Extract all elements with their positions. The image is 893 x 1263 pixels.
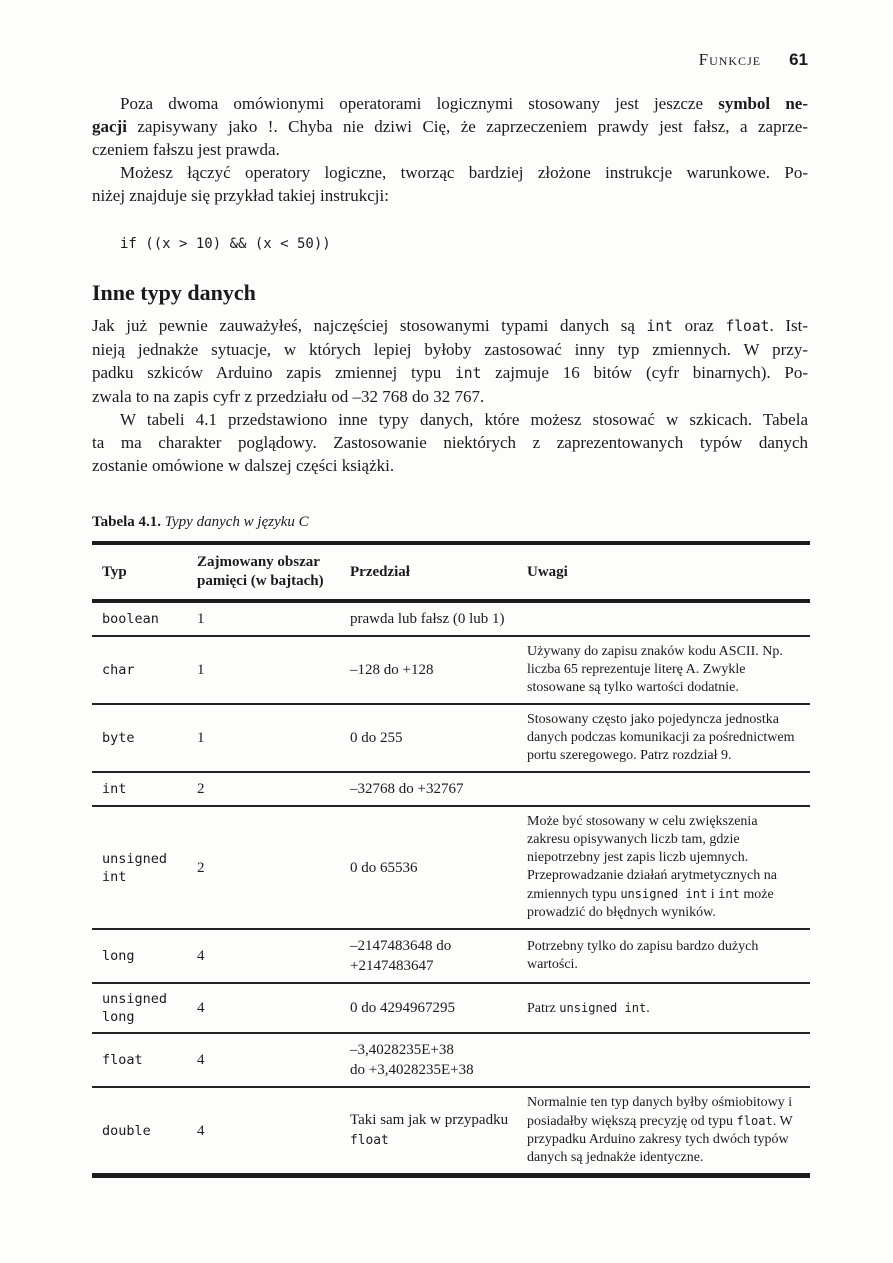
cell-range: Taki sam jak w przypadku float xyxy=(350,1087,527,1176)
text-line: zostanie omówione w dalszej części książki. xyxy=(92,456,395,475)
column-header-typ: Typ xyxy=(92,543,197,601)
page-content xyxy=(92,92,808,1178)
cell-range: –3,4028235E+38 do +3,4028235E+38 xyxy=(350,1033,527,1087)
cell-size: 4 xyxy=(197,983,350,1033)
cell-size: 1 xyxy=(197,636,350,704)
text-line: czeniem fałszu jest prawda. xyxy=(92,140,280,159)
cell-range: prawda lub fałsz (0 lub 1) xyxy=(350,601,527,636)
text-line: Jak już pewnie zauważyłeś, najczęściej stosowanymi typami danych są int oraz float. Ist- xyxy=(92,316,808,335)
cell-typ: char xyxy=(92,636,197,704)
table-row-boolean xyxy=(92,601,810,636)
section-heading: Inne typy danych xyxy=(92,280,256,305)
cell-range: 0 do 65536 xyxy=(350,806,527,929)
cell-range: –2147483648 do +2147483647 xyxy=(350,929,527,983)
cell-notes xyxy=(527,1033,810,1087)
cell-typ: double xyxy=(92,1087,197,1176)
cell-size: 4 xyxy=(197,1033,350,1087)
table-caption-title: Typy danych w języku C xyxy=(164,514,309,530)
table-row-unsigned-int xyxy=(92,806,810,929)
table-row-byte xyxy=(92,704,810,772)
cell-notes: Potrzebny tylko do zapisu bardzo dużych wartości. xyxy=(527,929,810,983)
table-row-int xyxy=(92,772,810,806)
cell-range: –128 do +128 xyxy=(350,636,527,704)
cell-typ: long xyxy=(92,929,197,983)
paragraph-negation xyxy=(92,92,808,161)
cell-typ: byte xyxy=(92,704,197,772)
cell-range: 0 do 255 xyxy=(350,704,527,772)
cell-typ: boolean xyxy=(92,601,197,636)
table-row-float xyxy=(92,1033,810,1087)
cell-typ: unsigned int xyxy=(92,806,197,929)
paragraph-combine-operators xyxy=(92,161,808,207)
cell-notes xyxy=(527,772,810,806)
code-sample: if ((x > 10) && (x < 50)) xyxy=(120,236,331,252)
cell-notes: Patrz unsigned int. xyxy=(527,983,810,1033)
cell-notes: Używany do zapisu znaków kodu ASCII. Np. liczba 65 reprezentuje literę A. Zwykle stosowane są tylko wartości dodatnie. xyxy=(527,636,810,704)
cell-range: 0 do 4294967295 xyxy=(350,983,527,1033)
text-line: Możesz łączyć operatory logiczne, tworząc bardziej złożone instrukcje warunkowe. Po- xyxy=(120,163,808,182)
text-line: nieją jednakże sytuacje, w których lepiej byłoby zastosować inny typ zmiennych. W przy- xyxy=(92,340,808,359)
column-header-notes: Uwagi xyxy=(527,543,810,601)
paragraph-data-types-intro xyxy=(92,314,808,408)
text-line: gacji zapisywany jako !. Chyba nie dziwi Cię, że zaprzeczeniem prawdy jest fałsz, a zaprze- xyxy=(92,117,808,136)
text-line: ta ma charakter poglądowy. Zastosowanie niektórych z zaprezentowanych typów danych xyxy=(92,433,808,452)
running-head xyxy=(92,50,808,70)
table-caption xyxy=(92,513,808,532)
table-header-row xyxy=(92,543,810,601)
cell-size: 2 xyxy=(197,772,350,806)
cell-size: 4 xyxy=(197,929,350,983)
text-line: padku szkiców Arduino zapis zmiennej typu int zajmuje 16 bitów (cyfr binarnych). Po- xyxy=(92,363,809,382)
text-line: zwala to na zapis cyfr z przedziału od –32 768 do 32 767. xyxy=(92,387,485,406)
text-line: W tabeli 4.1 przedstawiono inne typy danych, które możesz stosować w szkicach. Tabela xyxy=(120,410,808,429)
cell-size: 4 xyxy=(197,1087,350,1176)
table-row-unsigned-long xyxy=(92,983,810,1033)
cell-typ: unsigned long xyxy=(92,983,197,1033)
cell-size: 1 xyxy=(197,704,350,772)
page-number: 61 xyxy=(789,50,808,69)
table-caption-label: Tabela 4.1. xyxy=(92,514,162,530)
cell-typ: int xyxy=(92,772,197,806)
column-header-range: Przedział xyxy=(350,543,527,601)
cell-notes: Może być stosowany w celu zwiększenia zakresu opisywanych liczb tam, gdzie niepotrzebny jest zapis liczb ujemnych. Przeprowadzanie działań arytmetycznych na zmiennych typu unsigned int i int może prowadzić do błędnych wyników. xyxy=(527,806,810,929)
text-line: Poza dwoma omówionymi operatorami logicznymi stosowany jest jeszcze symbol ne- xyxy=(120,94,808,113)
table-row-double xyxy=(92,1087,810,1176)
cell-size: 2 xyxy=(197,806,350,929)
running-title: Funkcje xyxy=(698,50,762,69)
table-row-char xyxy=(92,636,810,704)
paragraph-table-reference xyxy=(92,408,808,477)
column-header-size: Zajmowany obszar pamięci (w bajtach) xyxy=(197,543,350,601)
cell-size: 1 xyxy=(197,601,350,636)
cell-notes: Normalnie ten typ danych byłby ośmiobitowy i posiadałby większą precyzję od typu float. W przypadku Arduino zakresy tych dwóch typów danych są jednakże identyczne. xyxy=(527,1087,810,1176)
data-types-table xyxy=(92,541,810,1178)
cell-range: –32768 do +32767 xyxy=(350,772,527,806)
cell-typ: float xyxy=(92,1033,197,1087)
cell-notes xyxy=(527,601,810,636)
cell-notes: Stosowany często jako pojedyncza jednostka danych podczas komunikacji za pośrednictwem portu szeregowego. Patrz rozdział 9. xyxy=(527,704,810,772)
text-line: niżej znajduje się przykład takiej instrukcji: xyxy=(92,186,389,205)
table-row-long xyxy=(92,929,810,983)
